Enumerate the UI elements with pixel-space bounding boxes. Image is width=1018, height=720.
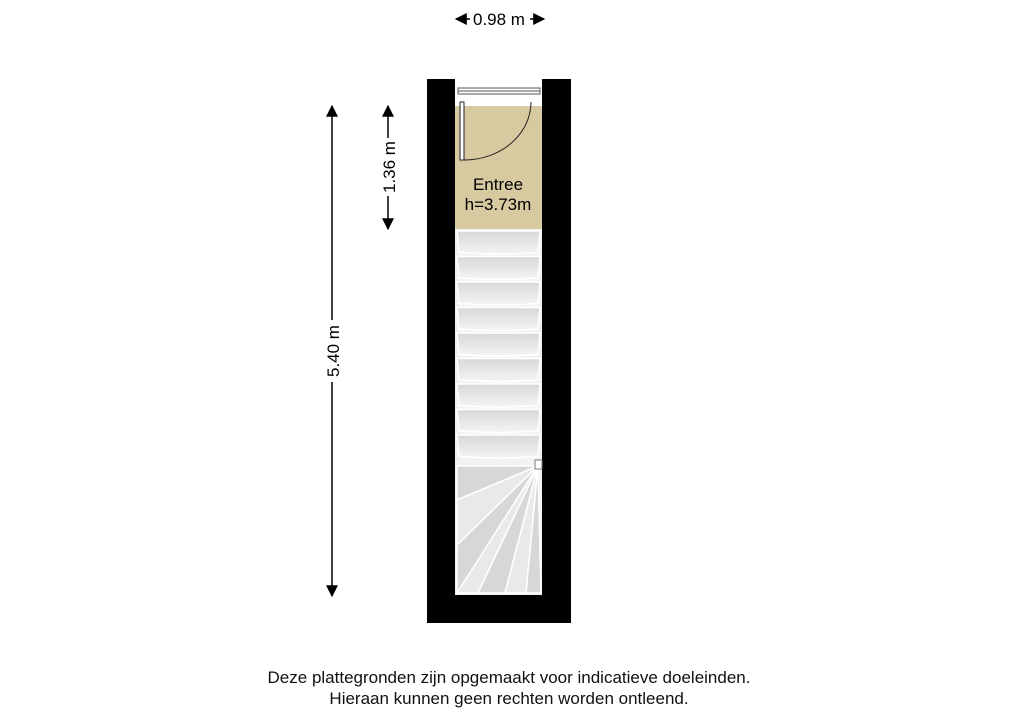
door-opening bbox=[455, 79, 542, 106]
width-dimension-label: 0.98 m bbox=[473, 10, 525, 29]
stair-tread bbox=[457, 231, 540, 254]
width-dimension bbox=[456, 10, 544, 29]
stair-treads bbox=[457, 231, 540, 458]
stair-tread bbox=[457, 359, 540, 382]
stair-tread bbox=[457, 435, 540, 458]
stair-winders bbox=[457, 466, 541, 593]
room-height: h=3.73m bbox=[464, 195, 532, 214]
total-length-dimension bbox=[324, 106, 343, 596]
stair-tread bbox=[457, 333, 540, 356]
stair-tread bbox=[457, 282, 540, 305]
total-length-label: 5.40 m bbox=[324, 325, 343, 377]
stair-tread bbox=[457, 384, 540, 407]
stair-post bbox=[535, 460, 542, 469]
entree-length-dimension bbox=[380, 106, 399, 229]
room-name: Entree bbox=[472, 175, 524, 194]
stair-tread bbox=[457, 257, 540, 280]
stair-tread bbox=[457, 308, 540, 331]
stair-tread bbox=[457, 410, 540, 433]
entree-length-label: 1.36 m bbox=[380, 141, 399, 193]
disclaimer-line-1: Deze plattegronden zijn opgemaakt voor indicatieve doeleinden. bbox=[267, 668, 751, 687]
disclaimer-line-2: Hieraan kunnen geen rechten worden ontleend. bbox=[329, 689, 689, 708]
